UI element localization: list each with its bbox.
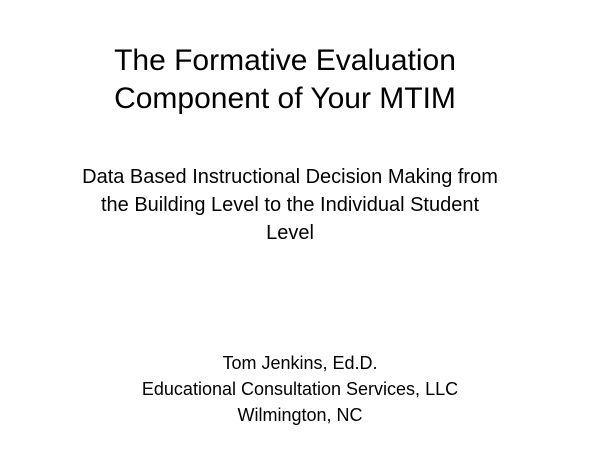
title-line: The Formative Evaluation [114,44,456,77]
title-line: Component of Your MTIM [114,82,456,115]
author-location: Wilmington, NC [237,405,363,425]
author-organization: Educational Consultation Services, LLC [141,379,459,399]
author-block [0,350,600,428]
slide-title [0,42,570,118]
author-name: Tom Jenkins, Ed.D. [222,353,378,373]
subtitle-line: the Building Level to the Individual Student [100,194,480,216]
subtitle-line: Level [266,222,314,244]
subtitle-line: Data Based Instructional Decision Making from [82,166,498,188]
slide-subtitle [40,163,540,247]
